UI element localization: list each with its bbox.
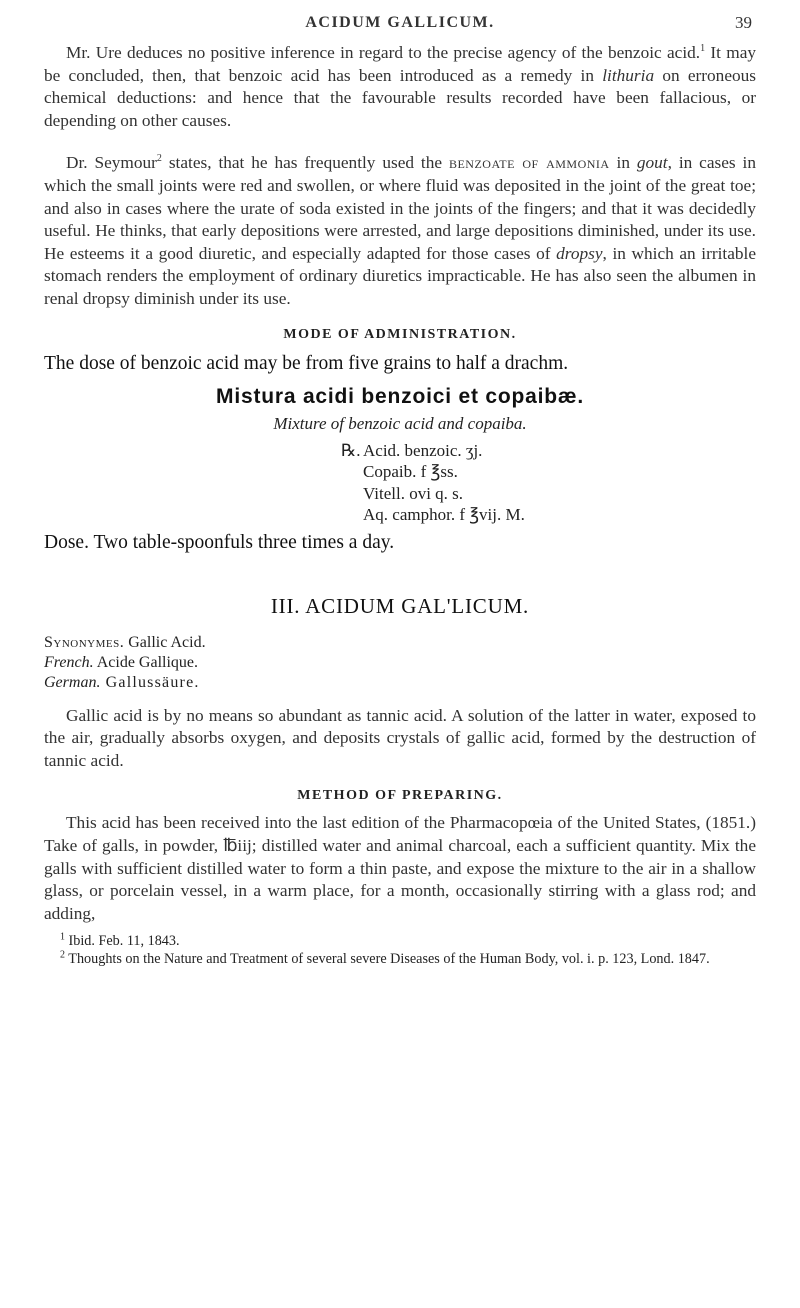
prescription-line-text: Acid. benzoic. ʒj. [363, 440, 483, 460]
term-dropsy: dropsy [556, 243, 603, 263]
page-header [0, 6, 800, 40]
para2-text-a: Dr. Seymour [66, 153, 157, 173]
prescription [341, 440, 756, 526]
synonym-line [44, 653, 756, 673]
heading-method-of-preparing: METHOD OF PREPARING. [297, 788, 503, 804]
term-lithuria: lithuria [602, 65, 655, 85]
paragraph-seymour [44, 152, 756, 310]
dose-paragraph: The dose of benzoic acid may be from five grains to half a drachm. [44, 352, 569, 374]
footnote-ref-1: 1 [700, 43, 706, 55]
formula-title: Mistura acidi benzoici et copaibæ. [216, 384, 584, 408]
dose-instruction-text: Two table-spoonfuls three times a day. [88, 531, 395, 553]
section-title-acidum-gallicum: III. ACIDUM GAL'LICUM. [270, 593, 530, 618]
recipe-symbol: ℞. [341, 440, 361, 460]
footnote-mark: 2 [60, 949, 65, 961]
footnote-text: Ibid. Feb. 11, 1843. [65, 933, 180, 950]
synonym-value: Acide Gallique. [93, 653, 199, 671]
term-gout: gout [636, 153, 668, 173]
synonym-value: Gallic Acid. [124, 633, 206, 651]
heading-mode-of-administration: MODE OF ADMINISTRATION. [283, 326, 517, 342]
running-head: ACIDUM GALLICUM. [305, 14, 495, 31]
footnote-text: Thoughts on the Nature and Treatment of several severe Diseases of the Human Body, vol. i. p. 123, Lond. 1847. [65, 950, 710, 967]
synonym-label: Synonymes. [44, 633, 125, 651]
prescription-line [341, 440, 756, 462]
synonym-label: German. [44, 673, 101, 691]
footnote-ref-2: 2 [156, 153, 162, 165]
para1-text-a: Mr. Ure deduces no positive inference in regard to the precise agency of the benzoic acid. [66, 43, 701, 62]
synonym-label: French. [44, 653, 94, 671]
footnote [44, 951, 756, 969]
paragraph-gallic-acid: Gallic acid is by no means so abundant as tannic acid. A solution of the latter in water, exposed to the air, gradually absorbs oxygen, and deposits crystals of gallic acid, formed by the destruction of tannic acid. [44, 705, 756, 770]
synonym-value: Gallussäure. [100, 673, 200, 691]
prescription-line: Aq. camphor. f ℥vij. M. [363, 505, 525, 525]
footnotes [44, 933, 756, 968]
page-content [44, 42, 756, 968]
paragraph-ure [44, 42, 756, 132]
synonym-line [44, 673, 756, 693]
prescription-line: Vitell. ovi q. s. [363, 483, 464, 503]
paragraph-method: This acid has been received into the last edition of the Pharmacopœia of the United States, (1851.) Take of galls, in powder, ℔iij; distilled water and animal charcoal, each a sufficient quantity. Mix the galls with sufficient distilled water to form a thin paste, and expose the mixture to the air in a shallow glass, or porcelain vessel, in a warm place, for a month, occasionally stirring with a glass rod; and adding, [44, 813, 756, 923]
para2-text-e: , in which an irritable stomach renders the employment of ordinary diuretics impracticable. He has also seen the albumen in renal dropsy diminish under its use. [44, 243, 756, 308]
footnote-mark: 1 [60, 931, 65, 943]
dose-instruction [44, 530, 756, 556]
para1-text-c: on erroneous chemical deductions: and hence that the favourable results recorded have been fallacious, or depending on other causes. [44, 65, 757, 130]
page-number: 39 [735, 13, 752, 32]
term-benzoate-of-ammonia: benzoate of ammonia [448, 153, 610, 173]
para2-text-d: , in cases in which the small joints were red and swollen, or where fluid was deposited in the joint of the great toe; and also in cases where the urate of soda existed in the joints of the fingers; and that it was decidedly useful. He thinks, that early depositions were arrested, and large depositions diminished, under its use. He esteems it a good diuretic, and especially adapted for those cases of [44, 153, 756, 263]
dose-label: Dose. [44, 531, 89, 553]
footnote [44, 933, 756, 951]
synonym-line [44, 633, 756, 653]
formula-subtitle: Mixture of benzoic acid and copaiba. [273, 413, 527, 433]
para2-text-c: in [609, 153, 637, 173]
para2-text-b: states, that he has frequently used the [161, 153, 449, 173]
para1-text-b: It may be concluded, then, that benzoic acid has been introduced as a remedy in [44, 43, 757, 85]
prescription-line: Copaib. f ℥ss. [363, 462, 458, 482]
